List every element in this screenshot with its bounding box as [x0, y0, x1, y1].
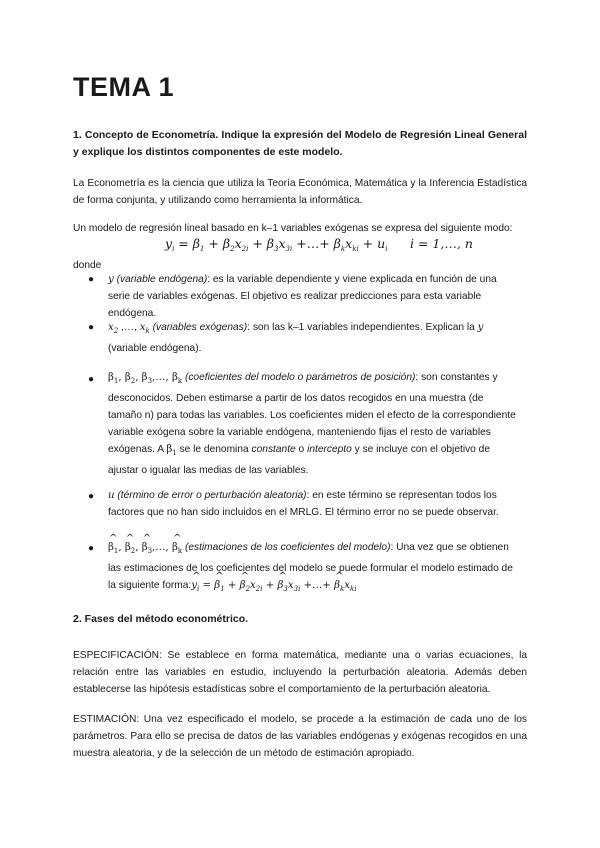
bullet-estimaciones: ^ $\beta_1$, ^ $\beta_2$, ^ $\beta_3,\dots$, ^ $\beta_k$ (estimaciones de los coeficientes del modelo): Una vez que se obtienen las estimaciones de los coeficientes del modelo se puede formular el modelo estimado de la siguiente forma:^ $y_i$ = ^ $\beta_1$ + ^ $\beta_2x_{2i}$ + ^ $\beta_3x_{3i}$ +…+ ^ $\beta_kx_{ki}$: [108, 539, 518, 598]
econometria-definition: La Econometría es la ciencia que utiliza la Teoría Económica, Matemática y la Inferencia Estadística de forma conjunta, y utilizando como herramienta la informática.: [73, 178, 527, 206]
word-o: o: [298, 444, 305, 455]
term-estimaciones: (estimaciones de los coeficientes del modelo): [184, 542, 391, 553]
term-termino-error: (término de error o perturbación aleatoria): [117, 490, 307, 501]
text-estimaciones: : Una vez que se obtienen las estimaciones de los coeficientes del modelo se puede formular el modelo estimado de la siguiente forma:: [108, 542, 513, 591]
section-2-heading: 2. Fases del método econométrico.: [73, 613, 249, 625]
text-variable-endogena: : es la variable dependiente y viene explicada en función de una serie de variables exógenas. El objetivo es realizar predicciones para esta variable endógena.: [108, 274, 497, 319]
bullet-dot: ●: [88, 374, 95, 385]
index-range: i = 1,…, n: [410, 236, 473, 251]
fase-estimacion: ESTIMACIÓN: Una vez especificado el modelo, se procede a la estimación de cada uno de los parámetros. Para ello se precisa de datos de las variables endógenas y exógenas recogidos en una muestra aleatoria, y de la selección de un método de estimación apropiado.: [73, 714, 527, 759]
bullet-termino-error: u (término de error o perturbación aleatoria): en este término se representan todos los factores que no han sido incluidos en el MRLG. El término error no se puede observar.: [108, 490, 499, 518]
bullet-dot: ●: [88, 274, 95, 285]
regression-equation: $y_i = \beta_1 + \beta_2x_{2i} + \beta_3x_{3i}$ +…+ $\beta_kx_{ki} + u_i$: [165, 236, 388, 253]
bullet-variable-endogena: y (variable endógena): es la variable dependiente y viene explicada en función de una serie de variables exógenas. El objetivo es realizar predicciones para esta variable endógena.: [108, 274, 497, 319]
donde-label: donde: [73, 260, 102, 271]
term-variable-endogena: (variable endógena): [116, 274, 208, 285]
bullet-variables-exogenas: $x_2$ ,…, $x_k$ (variables exógenas): son las k–1 variables independientes. Explican la y (variable endógena).: [108, 322, 484, 354]
bullet-coeficientes: $\beta_1$, $\beta_2$, $\beta_3,\dots$, $\beta_k$ (coeficientes del modelo o parámetros de posición): son constantes y desconocidos. Deben estimarse a partir de los datos recogidos en una muestra (de tamaño n) para todas las variables. Los coeficientes miden el efecto de la correspondiente variable exógena sobre la variable endógena, manteniendo fijas el resto de variables exógenas. A $\beta_1$ se le denomina constante o intercepto y se incluye con el objetivo de ajustar o igualar las medias de las variables.: [108, 372, 516, 476]
section-1-heading: 1. Concepto de Econometría. Indique la expresión del Modelo de Regresión Lineal General y explique los distintos componentes de este modelo.: [73, 129, 527, 158]
term-constante: constante: [251, 444, 296, 455]
text-variables-exogenas-b: (variable endógena).: [108, 343, 202, 354]
page-title: TEMA 1: [73, 72, 175, 102]
fase-especificacion: ESPECIFICACIÓN: Se establece en forma matemática, mediante una o varias ecuaciones, la relación entre las variables en estudio, incluyendo la perturbación aleatoria. Además deben establecerse las hipótesis estadísticas sobre el comportamiento de la perturbación aleatoria.: [73, 650, 527, 695]
bullet-dot: ●: [88, 543, 95, 554]
text-variables-exogenas-a: : son las k–1 variables independientes. Explican la: [247, 322, 475, 333]
term-intercepto: intercepto: [307, 444, 352, 455]
text-coeficientes-c: y se incluye con el objetivo de ajustar o igualar las medias de las variables.: [108, 444, 491, 476]
model-intro: Un modelo de regresión lineal basado en k–1 variables exógenas se expresa del siguiente modo:: [73, 223, 513, 234]
bullet-dot: ●: [88, 491, 95, 502]
text-termino-error: : en este término se representan todos los factores que no han sido incluidos en el MRLG. El término error no se puede observar.: [108, 490, 499, 518]
estimated-equation: ^ $y_i$ = ^ $\beta_1$ + ^ $\beta_2x_{2i}$ + ^ $\beta_3x_{3i}$ +…+ ^ $\beta_kx_{ki}$: [191, 580, 356, 591]
bullet-dot: ●: [88, 322, 95, 333]
term-variables-exogenas: (variables exógenas): [152, 322, 248, 333]
term-coeficientes: (coeficientes del modelo o parámetros de posición): [184, 372, 416, 383]
text-coeficientes-b: se le denomina: [179, 444, 249, 455]
text-coeficientes-a: : son constantes y desconocidos. Deben estimarse a partir de los datos recogidos en una muestra (de tamaño n) para todas las variables. Los coeficientes miden el efecto de la correspondiente variable exógena sobre la variable endógena, manteniendo fijas el resto de variables exógenas. A: [108, 372, 516, 455]
